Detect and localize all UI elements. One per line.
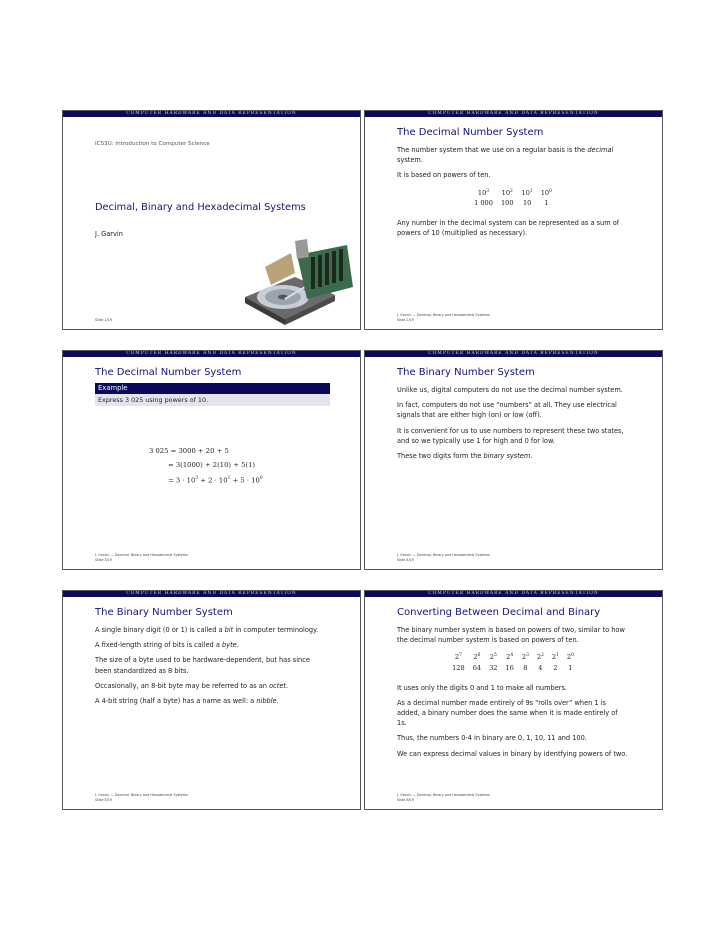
power-cell: $10^0$ [540,188,552,197]
slide-title: The Decimal Number System [397,127,544,138]
slide-body [397,145,629,243]
power-cell: $2^3$ [521,653,529,662]
course-name: ICS3U: Introduction to Computer Science [95,141,210,147]
power-cell: $2^4$ [506,653,514,662]
footer-author: J. Garvin — Decimal, Binary and Hexadecimal Systems [397,313,490,317]
slide-number: Slide 2/19 [397,318,414,322]
presentation-title: Decimal, Binary and Hexadecimal Systems [95,202,306,213]
value-cell: 1 [568,663,573,672]
slide-title: The Binary Number System [95,607,233,618]
slide-body [95,625,327,711]
paragraph: We can express decimal values in binary by identfying powers of two. [397,749,628,758]
power-cell: $2^0$ [566,653,574,662]
slide-title: The Binary Number System [397,367,535,378]
paragraph: The size of a byte used to be hardware-dependent, but has since been standardized as 8 bits. [95,656,310,675]
slide-header-bar: COMPUTER HARDWARE AND DATA REPRESENTATION [63,351,360,357]
equation-line-1: 3 025 = 3000 + 20 + 5 [149,447,229,455]
slide-1 [62,110,361,330]
footer-author: J. Garvin — Decimal, Binary and Hexadecimal Systems [397,793,490,797]
footer-author: J. Garvin — Decimal, Binary and Hexadecimal Systems [397,553,490,557]
paragraph: These two digits form the binary system. [397,452,533,461]
author-name: J. Garvin [95,230,123,238]
powers-of-ten-table [470,187,556,208]
paragraph: It is based on powers of ten. [397,171,491,180]
footer-author: J. Garvin — Decimal, Binary and Hexadecimal Systems [95,553,188,557]
footer-author: J. Garvin — Decimal, Binary and Hexadecimal Systems [95,793,188,797]
value-cell: 32 [489,663,498,672]
paragraph: Thus, the numbers 0-4 in binary are 0, 1, 10, 11 and 100. [397,734,587,743]
value-cell: 8 [523,663,528,672]
equation-line-3: = $3 \cdot 10^3 + 2 \cdot 10^1 + 5 \cdot 10^0$ [168,476,263,485]
slide-footer [95,553,188,563]
slide-title: Converting Between Decimal and Binary [397,607,601,618]
paragraph: Occasionally, an 8-bit byte may be referred to as an octet. [95,681,289,690]
value-cell: 2 [553,663,558,672]
power-cell: $10^3$ [477,188,490,197]
paragraph: Unlike us, digital computers do not use the decimal number system. [397,386,623,394]
slide-header-bar: COMPUTER HARDWARE AND DATA REPRESENTATION [365,591,662,597]
slide-5 [62,590,361,810]
slide-body [397,625,629,764]
computer-hardware-image [235,237,355,327]
slide-header-bar: COMPUTER HARDWARE AND DATA REPRESENTATION [63,111,360,117]
slide-3 [62,350,361,570]
slide-number: Slide 3/19 [95,558,112,562]
power-cell: $10^1$ [521,188,533,197]
powers-of-two-table [448,651,578,672]
power-cell: $2^1$ [551,653,559,662]
slide-footer [397,553,490,563]
slide-footer [397,793,490,803]
slide-4 [364,350,663,570]
slide-header-bar: COMPUTER HARDWARE AND DATA REPRESENTATION [365,111,662,117]
slide-2 [364,110,663,330]
paragraph: In fact, computers do not use “numbers” at all. They use electrical signals that are either high (on) or low (off). [397,401,617,420]
slide-header-bar: COMPUTER HARDWARE AND DATA REPRESENTATION [63,591,360,597]
paragraph: It is convenient for us to use numbers to represent these two states, and so we typically use 1 for high and 0 for low. [397,426,624,445]
power-cell: $10^2$ [501,188,513,197]
slide-footer [397,313,490,323]
paragraph: Any number in the decimal system can be represented as a sum of powers of 10 (multiplied as necessary). [397,218,620,237]
power-cell: $2^5$ [489,653,497,662]
value-cell: 64 [472,663,482,672]
slide-number: Slide 6/19 [397,798,414,802]
value-cell: 1 [544,198,549,207]
paragraph: A single binary digit (0 or 1) is called a bit in computer terminology. [95,626,319,634]
paragraph: It uses only the digits 0 and 1 to make all numbers. [397,683,568,692]
paragraph: As a decimal number made entirely of 9s “rolls over” when 1 is added, a binary number does the same when it is made entirely of 1s. [397,698,618,728]
slide-footer [95,793,188,803]
value-cell: 10 [522,198,532,207]
slide-number: Slide 1/19 [95,318,112,322]
value-cell: 1 000 [474,198,493,207]
power-cell: $2^2$ [536,653,544,662]
power-cell: $2^6$ [473,653,481,662]
value-cell: 100 [500,198,514,207]
slide-title: The Decimal Number System [95,367,242,378]
slide-6 [364,590,663,810]
example-block-body: Express 3 025 using powers of 10. [95,394,330,406]
value-cell: 4 [538,663,543,672]
value-cell: 16 [505,663,514,672]
slide-header-bar: COMPUTER HARDWARE AND DATA REPRESENTATION [365,351,662,357]
slide-number: Slide 4/19 [397,558,414,562]
example-block-header: Example [95,383,330,394]
paragraph: The number system that we use on a regular basis is the decimal system. [397,146,614,165]
equation-line-2: = 3(1000) + 2(10) + 5(1) [168,461,256,469]
paragraph: The binary number system is based on powers of two, similar to how the decimal number system is based on powers of ten. [397,626,625,645]
slide-number: Slide 5/19 [95,798,112,802]
slide-body [397,385,629,466]
paragraph: A 4-bit string (half a byte) has a name as well: a nibble. [95,697,279,706]
paragraph: A fixed-length string of bits is called a byte. [95,641,239,650]
slide-footer [95,318,112,323]
power-cell: $2^7$ [454,653,462,662]
value-cell: 128 [452,663,465,672]
